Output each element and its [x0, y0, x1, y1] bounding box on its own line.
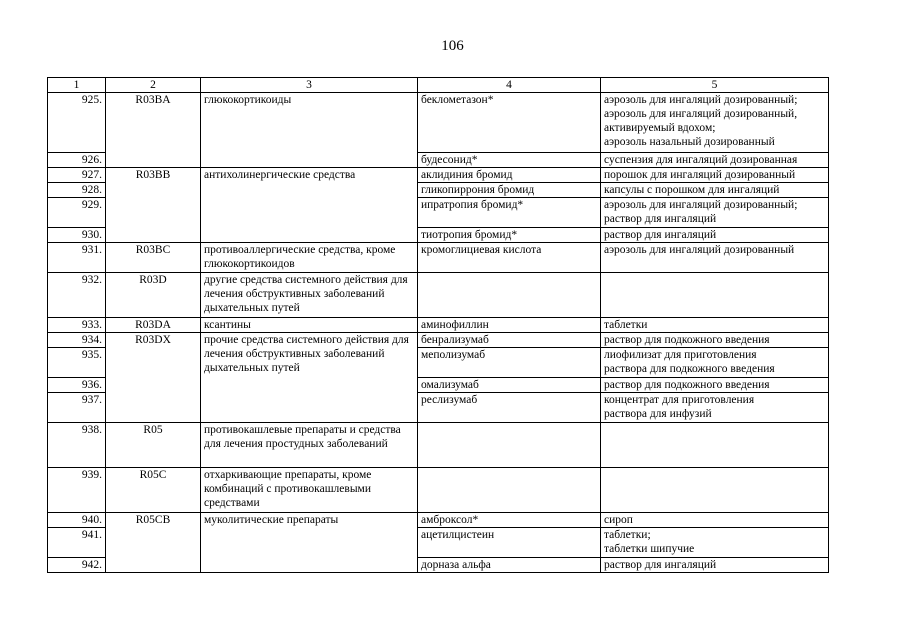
table-body — [48, 78, 829, 573]
dosage-form-line: аэрозоль для ингаляций дозированный; — [604, 199, 798, 211]
atc-group-name: антихолинергические средства — [201, 168, 418, 243]
dosage-form-line: раствора для инфузий — [604, 408, 712, 420]
dosage-forms — [601, 378, 829, 393]
drug-name: омализумаб — [418, 378, 601, 393]
row-number: 936. — [48, 378, 106, 393]
dosage-forms — [601, 333, 829, 348]
atc-code: R03BA — [106, 93, 201, 168]
row-number: 925. — [48, 93, 106, 153]
drug-name: будесонид* — [418, 153, 601, 168]
row-number: 942. — [48, 558, 106, 573]
drug-name: тиотропия бромид* — [418, 228, 601, 243]
atc-group-name: противокашлевые препараты и средства для лечения простудных заболеваний — [201, 423, 418, 468]
table-row — [48, 243, 829, 273]
dosage-form-line: таблетки; — [604, 529, 651, 541]
dosage-forms — [601, 273, 829, 318]
atc-code: R05CB — [106, 513, 201, 573]
dosage-form-line: концентрат для приготовления — [604, 394, 755, 406]
column-header-1: 1 — [48, 78, 106, 93]
drug-name: гликопиррония бромид — [418, 183, 601, 198]
dosage-form-line: раствор для подкожного введения — [604, 379, 770, 391]
atc-code: R05C — [106, 468, 201, 513]
row-number: 931. — [48, 243, 106, 273]
row-number: 934. — [48, 333, 106, 348]
drug-name: бенрализумаб — [418, 333, 601, 348]
atc-code: R05 — [106, 423, 201, 468]
row-number: 940. — [48, 513, 106, 528]
table-row — [48, 513, 829, 528]
atc-group-name: муколитические препараты — [201, 513, 418, 573]
drug-name: меполизумаб — [418, 348, 601, 378]
atc-code: R03DX — [106, 333, 201, 423]
dosage-forms — [601, 513, 829, 528]
drug-name — [418, 468, 601, 513]
row-number: 927. — [48, 168, 106, 183]
dosage-form-line: сироп — [604, 514, 633, 526]
dosage-form-line: аэрозоль для ингаляций дозированный; — [604, 94, 798, 106]
dosage-form-line: суспензия для ингаляций дозированная — [604, 154, 798, 166]
table-row — [48, 468, 829, 513]
dosage-form-line: раствор для ингаляций — [604, 559, 717, 571]
dosage-form-line: таблетки шипучие — [604, 543, 695, 555]
table-row — [48, 333, 829, 348]
row-number: 932. — [48, 273, 106, 318]
dosage-forms — [601, 558, 829, 573]
row-number: 939. — [48, 468, 106, 513]
table-row — [48, 168, 829, 183]
dosage-form-line: капсулы с порошком для ингаляций — [604, 184, 780, 196]
dosage-forms — [601, 228, 829, 243]
dosage-forms — [601, 423, 829, 468]
row-number: 933. — [48, 318, 106, 333]
dosage-form-line: аэрозоль назальный дозированный — [604, 136, 775, 148]
dosage-form-line: активируемый вдохом; — [604, 122, 716, 134]
dosage-forms — [601, 348, 829, 378]
atc-group-name: другие средства системного действия для лечения обструктивных заболеваний дыхательных путей — [201, 273, 418, 318]
dosage-form-line: раствор для ингаляций — [604, 229, 717, 241]
drug-name: дорназа альфа — [418, 558, 601, 573]
atc-code: R03BC — [106, 243, 201, 273]
dosage-form-line: аэрозоль для ингаляций дозированный — [604, 244, 795, 256]
atc-group-name: прочие средства системного действия для лечения обструктивных заболеваний дыхательных путей — [201, 333, 418, 423]
column-header-5: 5 — [601, 78, 829, 93]
drug-name: реслизумаб — [418, 393, 601, 423]
drug-name: беклометазон* — [418, 93, 601, 153]
drug-name: аклидиния бромид — [418, 168, 601, 183]
dosage-forms — [601, 168, 829, 183]
atc-code: R03D — [106, 273, 201, 318]
row-number: 935. — [48, 348, 106, 378]
dosage-forms — [601, 93, 829, 153]
dosage-forms — [601, 393, 829, 423]
dosage-form-line: лиофилизат для приготовления — [604, 349, 757, 361]
table-row — [48, 423, 829, 468]
atc-code: R03DA — [106, 318, 201, 333]
dosage-form-line: раствор для ингаляций — [604, 213, 717, 225]
dosage-form-line: раствор для подкожного введения — [604, 334, 770, 346]
atc-group-name: ксантины — [201, 318, 418, 333]
atc-code: R03BB — [106, 168, 201, 243]
dosage-form-line: аэрозоль для ингаляций дозированный, — [604, 108, 798, 120]
atc-group-name: отхаркивающие препараты, кроме комбинаций с противокашлевыми средствами — [201, 468, 418, 513]
dosage-forms — [601, 243, 829, 273]
drug-name: кромоглициевая кислота — [418, 243, 601, 273]
drug-registry-table — [47, 77, 829, 573]
row-number: 930. — [48, 228, 106, 243]
row-number: 929. — [48, 198, 106, 228]
row-number: 941. — [48, 528, 106, 558]
dosage-forms — [601, 528, 829, 558]
column-header-row — [48, 78, 829, 93]
page-number: 106 — [441, 38, 464, 54]
drug-name: ацетилцистеин — [418, 528, 601, 558]
row-number: 937. — [48, 393, 106, 423]
dosage-forms — [601, 153, 829, 168]
atc-group-name: противоаллергические средства, кроме глюкокортикоидов — [201, 243, 418, 273]
dosage-forms — [601, 183, 829, 198]
dosage-forms — [601, 198, 829, 228]
drug-name: аминофиллин — [418, 318, 601, 333]
drug-name — [418, 423, 601, 468]
dosage-form-line: раствора для подкожного введения — [604, 363, 775, 375]
dosage-form-line: таблетки — [604, 319, 648, 331]
dosage-form-line: порошок для ингаляций дозированный — [604, 169, 796, 181]
table-row — [48, 318, 829, 333]
drug-name — [418, 273, 601, 318]
table-row — [48, 93, 829, 153]
column-header-4: 4 — [418, 78, 601, 93]
column-header-2: 2 — [106, 78, 201, 93]
row-number: 938. — [48, 423, 106, 468]
dosage-forms — [601, 468, 829, 513]
drug-name: ипратропия бромид* — [418, 198, 601, 228]
row-number: 926. — [48, 153, 106, 168]
table-row — [48, 273, 829, 318]
row-number: 928. — [48, 183, 106, 198]
dosage-forms — [601, 318, 829, 333]
atc-group-name: глюкокортикоиды — [201, 93, 418, 168]
drug-name: амброксол* — [418, 513, 601, 528]
column-header-3: 3 — [201, 78, 418, 93]
